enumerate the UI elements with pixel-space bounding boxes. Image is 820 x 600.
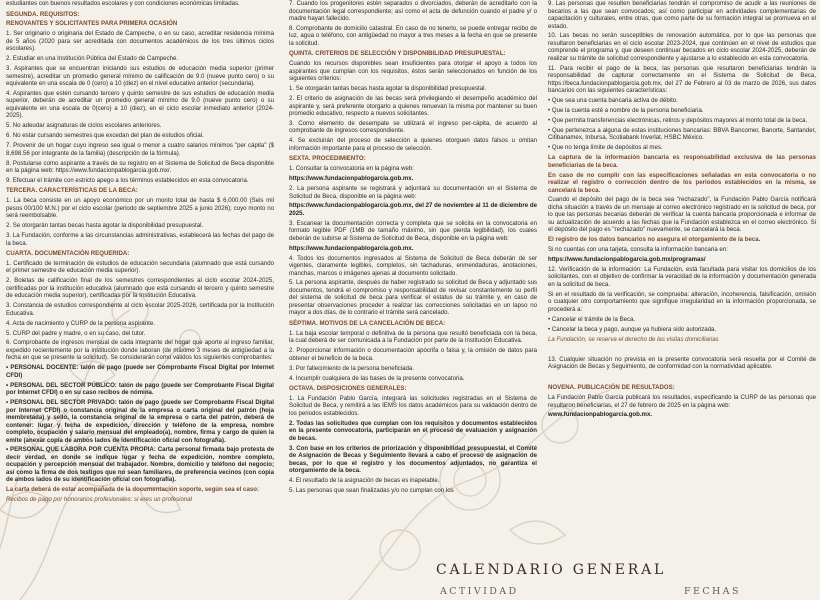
bold-paragraph: • PERSONAL DOCENTE: talón de pago (puede ser Comprobante Fiscal Digital por Internet CFDI): [6, 364, 274, 379]
bold-paragraph: 2. Todas las solicitudes que cumplan con los requisitos y documentos establecidos en la presente convocatoria, participarán en el proceso de evaluación y asignación de becas.: [289, 419, 537, 442]
paragraph: 7. Cuando los progenitores estén separados o divorciados, deberán de acreditarlo con la documentación legal correspondiente; así como el acta de defunción cuando el padre y/ o madre hayan fallecido.: [289, 0, 537, 22]
paragraph: 9. Las personas que resulten beneficiarias tendrán el compromiso de acudir a las reuniones de becarios a las que sean convocados; así como participar en actividades complementarias de capacitación y culturales, entre otras, que como parte de su formación integral se promueva en el estado.: [548, 0, 816, 30]
subheading: RENOVANTES Y SOLICITANTES PARA PRIMERA OCASIÓN: [6, 20, 178, 28]
bold-paragraph: 3. Con base en los criterios de priorización y disponibilidad presupuestal, el Comité de Asignación de Becas y Seguimiento llevará a cabo el proceso de asignación de becas, por lo que el registro y los documentos adjuntados, no garantiza el otorgamiento de la beca.: [289, 444, 537, 475]
paragraph: 11. Para recibir el pago de la beca, las personas que resultaron beneficiarias tendrán la responsabilidad de capturar correctamente en el Sistema de Solicitud de Beca, https://beca.fundacionpablogarcia.gob.mx, del 27 de Febrero al 03 de marzo de 2026, sus datos bancarios con las siguientes características:: [548, 64, 816, 95]
subheading: En caso de no cumplir con las especificaciones señaladas en esta convocatoria o no realizar el registro o corrección dentro de los periodos establecidos en la misma, se cancelará la beca.: [548, 171, 816, 194]
paragraph: 2. Proporcionar información o documentación apócrifa o falsa y, la omisión de datos para obtener el beneficio de la beca.: [289, 347, 537, 362]
paragraph: La Fundación Pablo García publicará los resultados, especificando la CURP de las personas que resultaron beneficiarias, el 27 de febrero de 2025 en la página web:: [548, 394, 816, 409]
paragraph: 3. Aspirantes que se encuentran iniciando sus estudios de educación media superior (primer semestre), acreditar un promedio general mínimo de calificación de 9.0 (nueve punto cero) o su equivalente en una escala de 0 (cero) a 10 (diez) en el nivel educativo anterior (secundaria).: [6, 65, 274, 88]
paragraph: 5. La persona aspirante, después de haber registrado su solicitud de Beca y adjuntado sus documentos, tendrá el compromiso y responsabilidad de revisar constantemente su perfil del sistema de solicitud de beca para verificar el estatus de su trámite y, en caso de presentar observaciones proceder a realizar las correcciones solicitadas en un lapso no mayor a dos días, de lo contrario el trámite será cancelado.: [289, 279, 537, 317]
paragraph: • Que pertenezca a alguna de estas instituciones bancarias: BBVA Bancomer, Banorte, Santander, Citibanamex, Inbursa, Scotiabank Inverlat, HSBC México.: [548, 126, 816, 142]
paragraph: 1. La Fundación Pablo García, integrará las solicitudes registradas en el Sistema de Solicitud de Beca, y remitirá a las IEMS los datos académicos para su validación dentro de los periodos establecidos.: [289, 394, 537, 417]
paragraph: Cuando el depósito del pago de la beca sea "rechazado", la Fundación Pablo García notificará dicha situación a través de un mensaje al correo electrónico registrado en la solicitud de beca, por lo que las personas becarias deberán de verificar la cuenta bancaria proporcionada e informar de su actualización de acuerdo a las fechas que la Fundación establezca en el correo electrónico. Si el depósito del pago es "rechazado" nuevamente, se cancelará la beca.: [548, 196, 816, 234]
subheading: La carta deberá de estar acompañada de la documentación soporte, según sea el caso:: [6, 486, 259, 494]
paragraph: 5. CURP del padre y madre, o en su caso, del tutor.: [6, 329, 146, 337]
paragraph: 9. Efectuar el trámite con estricto apego a los términos establecidos en esta convocatoria.: [6, 176, 249, 184]
paragraph: 4. Acta de nacimiento y CURP de la persona aspirante.: [6, 319, 155, 327]
web-link[interactable]: https://www.fundacionpablogarcia.gob.mx.: [289, 175, 414, 183]
column-2: [289, 0, 537, 600]
paragraph: 3. La Fundación, conforme a las circunstancias administrativas, establecerá las fechas del pago de la beca.: [6, 232, 274, 247]
bold-paragraph: • PERSONAL DEL SECTOR PÚBLICO: talón de pago (puede ser Comprobante Fiscal Digital por Internet CFDI) o en su caso recibos de nómina.: [6, 381, 274, 397]
paragraph: 2. La persona aspirante se registrará y adjuntará su documentación en el Sistema de Solicitud de Beca, disponible en la página web:: [289, 185, 537, 200]
subheading: El registro de los datos bancarios no asegura el otorgamiento de la beca.: [548, 236, 761, 244]
web-link[interactable]: https://www.fundacionpablogarcia.gob.mx, del 27 de noviembre al 11 de diciembre de 2025.: [289, 202, 537, 217]
paragraph: estudiantes con buenos resultados escolares y con condiciones económicas limitadas.: [6, 0, 240, 7]
paragraph: 1. La beca consiste en un apoyo económico por un monto total de hasta $ 6,000.00 (Seis mil pesos 00/100 M.N.) por el ciclo escolar (periodo de septiembre 2025 a junio 2026); cuyo monto no será reembolsable.: [6, 197, 274, 220]
web-link[interactable]: https://www.fundacionpablogarcia.gob.mx/programas/: [548, 256, 706, 264]
paragraph: 1. Certificado de terminación de estudios de educación secundaria (alumnado que está cursando el primer semestre de educación media superior).: [6, 259, 274, 275]
paragraph: 4. Aspirantes que estén cursando tercero y quinto semestre de sus estudios de educación media superior, deberán de acreditar un promedio general mínimo de 9.0 (nueve punto cero) o su equivalente en una escala de 0(cero) a 10 (diez), en el ciclo escolar inmediato anterior (2024-2025).: [6, 89, 274, 120]
paragraph: 8. Comprobante de domicilio catastral. En caso de no tenerlo, se puede entregar recibo de luz, agua o teléfono, con antigüedad no mayor a tres meses a la fecha en que se presente la solicitud.: [289, 24, 537, 47]
column-1: [6, 0, 274, 600]
section-heading: QUINTA. CRITERIOS DE SELECCIÓN Y DISPONIBILIDAD PRESUPUESTAL:: [289, 50, 506, 58]
italic-note: La Fundación, se reserva el derecho de las visitas domiciliarias: [548, 335, 719, 343]
section-heading: NOVENA. PUBLICACIÓN DE RESULTADOS:: [548, 384, 675, 392]
paragraph: 6. Comprobante de ingresos mensual de cada integrante del hogar que aporte al ingreso familiar, expedido recientemente por la institución donde laboran (de máximo 3 meses de antigüedad a la fecha en que se presente la solicitud). Se considerarán como válidos los siguientes comprobantes:: [6, 339, 274, 362]
paragraph: 5. Las personas que sean finalizadas y/o no cumplan con los: [289, 486, 454, 494]
paragraph: • Que permita transferencias electrónicas, retiros y depósitos mayores al monto total de la beca.: [548, 116, 808, 124]
calendar-activity-label: ACTIVIDAD: [440, 586, 519, 597]
paragraph: 4. Todos los documentos ingresados al Sistema de Solicitud de Beca deberán de ser vigentes, claramente legibles, completos, sin tachaduras, enmendaduras, anotaciones, manchas, marcos o imágenes ajenas al documento solicitado.: [289, 254, 537, 277]
web-link[interactable]: https://www.fundacionpablogarcia.gob.mx.: [289, 244, 414, 252]
paragraph: • Que no tenga límite de depósitos al mes.: [548, 144, 663, 152]
paragraph: 1. Se otorgarán tantas becas hasta agotar la disponibilidad presupuestal.: [289, 85, 487, 93]
section-heading: CUARTA. DOCUMENTACIÓN REQUERIDA:: [6, 250, 130, 258]
paragraph: • Cancelar la beca y pago, aunque ya hubiera sido autorizada.: [548, 325, 717, 333]
bold-paragraph: • PERSONAL DEL SECTOR PRIVADO: talón de pago (puede ser Comprobante Fiscal Digital por Internet CFDI) o constancia original de la empresa o carta original del patrón (hoja membretada) y sello, la constancia original de la empresa o carta del patrón, deberá de contener: lugar y fecha de expedición, dirección y teléfono de la empresa, nombre completo, ocupación y salario mensual del empleado(a), nombre, firma y cargo de quien la emite (anexar copia de ambos lados de identificación oficial con fotografía).: [6, 399, 274, 444]
section-heading: OCTAVA. DISPOSICIONES GENERALES:: [289, 385, 407, 393]
paragraph: 3. Escanear la documentación correcta y completa que se solicita en la convocatoria en formato legible PDF (1MB de tamaño máximo, sin que pierda legibilidad), los cuales deberán de subirse al Sistema de Solicitud de Beca, disponible en la página web:: [289, 219, 537, 242]
calendar-general-header: [436, 560, 820, 600]
paragraph: • Que la cuenta esté a nombre de la persona beneficiaria.: [548, 107, 704, 115]
paragraph: • Que sea una cuenta bancaria activa de débito.: [548, 97, 678, 105]
paragraph: 2. Boletas de calificación final de los semestres correspondientes al ciclo escolar 2024-2025, certificadas por la institución educativa (alumnado que está cursando el tercero y quinto semestre de educación media superior), certificadas por la Institución Educativa.: [6, 277, 274, 300]
section-heading: TERCERA. CARACTERÍSTICAS DE LA BECA:: [6, 187, 138, 195]
paragraph: 2. Se otorgarán tantas becas hasta agotar la disponibilidad presupuestal.: [6, 222, 204, 230]
paragraph: 13. Cualquier situación no prevista en la presente convocatoria será resuelta por el Comité de Asignación de Becas y Seguimiento, de conformidad con la normatividad aplicable.: [548, 355, 816, 371]
paragraph: 8. Postularse como aspirante a través de su registro en el Sistema de Solicitud de Beca disponible en la página web: https://www.fundacionpablogarcia.gob.mx/.: [6, 159, 274, 175]
paragraph: 10. Las becas no serán susceptibles de renovación automática, por lo que las personas que resultaron beneficiarias en el ciclo escolar 2023-2024, que continúen en el nivel de estudios que comprende el programa y, que deseen continuar becados en ciclo escolar 2024-2025, deberán de realizar su trámite de solicitud correspondiente y ajustarse a lo establecido en esta convocatoria.: [548, 32, 816, 62]
paragraph: 4. Se excluirán del proceso de selección a quienes otorguen datos falsos u omitan información importante para el proceso de selección.: [289, 137, 537, 152]
subheading: La captura de la información bancaria es responsabilidad exclusiva de las personas beneficiarias de la beca.: [548, 154, 816, 169]
paragraph: • Cancelar el trámite de la Beca.: [548, 315, 636, 323]
spacer: [548, 373, 816, 381]
paragraph: 12. Verificación de la información: La Fundación, está facultada para visitar los domicilios de los solicitantes, con el objetivo de confirmar la veracidad de la información y documentación generada en la solicitud de beca.: [548, 265, 816, 288]
italic-note: Recibos de pago por honorarios profesionales: si eres un profesional: [6, 496, 192, 504]
paragraph: 1. La baja escolar temporal o definitiva de la persona que resultó beneficiada con la beca, la cual deberá de ser comunicada a la Fundación por parte de la Institución Educativa.: [289, 329, 537, 345]
paragraph: 2. Estudiar en una Institución Pública del Estado de Campeche.: [6, 55, 179, 63]
paragraph: 2. El criterio de asignación de las becas será privilegiando el desempeño académico del aspirante y, será preferente otorgarlo a quienes renuevan la misma por mantener su buen promedio educativo, respecto a nuevos solicitantes.: [289, 95, 537, 118]
paragraph: 6. No estar cursando semestres que excedan del plan de estudios oficial.: [6, 132, 204, 140]
paragraph: 4. Incumplir cualquiera de las bases de la presente convocatoria.: [289, 374, 465, 382]
section-heading: SEXTA. PROCEDIMIENTO:: [289, 155, 366, 163]
paragraph: 7. Provenir de un hogar cuyo ingreso sea igual o menor a cuatro salarios mínimos "per cápita" ($ 8,698.56 por integrante de la familia) (descripción de la fórmula).: [6, 142, 274, 157]
paragraph: Si no cuentas con una tarjeta, consulta la información bancaria en:: [548, 246, 728, 254]
paragraph: 1. Consultar la convocatoria en la página web:: [289, 165, 414, 173]
calendar-title: CALENDARIO GENERAL: [436, 562, 667, 578]
section-heading: SEGUNDA. REQUISITOS:: [6, 10, 80, 18]
column-3: [548, 0, 816, 600]
paragraph: 4. El resultado de la asignación de becas es inapelable.: [289, 477, 440, 485]
paragraph: 5. No adeudar asignaturas de ciclos escolares anteriores.: [6, 122, 162, 130]
bold-paragraph: • PERSONAL QUE LABORA POR CUENTA PROPIA: Carta personal firmada bajo protesta de decir verdad, en donde se indique lugar y fecha de expedición, nombre completo, ocupación y percepción mensual del trabajador. Nombre, domicilio y teléfono del negocio; así como la firma de dos testigos que no sean familiares, de preferencia vecinos (con copia de ambos lados de su identificación oficial con fotografía).: [6, 446, 274, 484]
spacer: [548, 345, 816, 353]
paragraph: Cuando los recursos disponibles sean insuficientes para otorgar el apoyo a todos los aspirantes que cumplan con los requisitos, éstos serán seleccionados en función de los siguientes criterios:: [289, 60, 537, 83]
web-link[interactable]: www.fundacionpablogarcia.gob.mx.: [548, 411, 653, 419]
paragraph: 3. Como elemento de desempate se utilizará el ingreso per-cápita, de acuerdo al comprobante de ingresos correspondiente.: [289, 119, 537, 135]
section-heading: SÉPTIMA. MOTIVOS DE LA CANCELACIÓN DE BECA:: [289, 319, 446, 327]
paragraph: 3. Constancia de estudios correspondiente al ciclo escolar 2025-2026, certificada por la Institución Educativa.: [6, 302, 274, 317]
paragraph: 1. Ser originario o originaria del Estado de Campeche, o en su caso, acreditar residencia mínima de 5 años (2020 para ser acreditada con documentos académicos de los tres últimos ciclos escolares).: [6, 30, 274, 53]
paragraph: 3. Por fallecimiento de la persona beneficiada.: [289, 364, 414, 372]
calendar-dates-label: FECHAS: [684, 586, 741, 597]
paragraph: Si en el resultado de la verificación, se comprueba: alteración, incoherencia, falsificación, omisión o cualquier otro comportamiento que signifique irregularidad en la información proporcionada, se procederá a:: [548, 290, 816, 313]
